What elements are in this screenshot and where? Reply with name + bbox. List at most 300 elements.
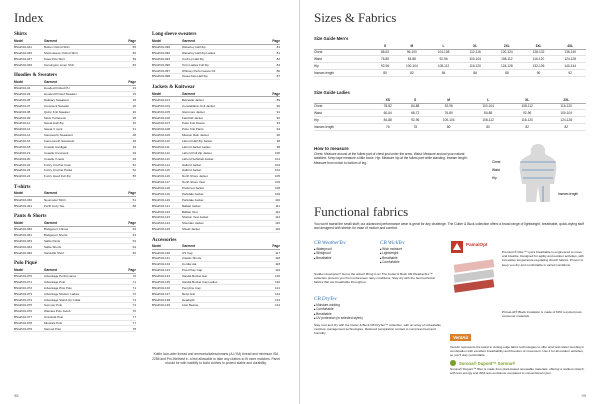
size-cell: 84 [428,69,460,76]
index-category-title: Jackets & Knitwear [152,84,195,90]
index-model: BStd/Cfd-097 [152,68,182,74]
index-category-title: Shirts [14,32,27,37]
index-model: BStd/Cfd-031 [14,203,44,209]
index-model: BStd/Cfd-09 [14,115,44,121]
index-page: 105 [266,173,280,179]
index-page: 28 [122,115,136,121]
cb-wicktec-feature [380,240,442,265]
size-cell: 132-136 [523,63,555,70]
index-model: BStd/Cfd-05 [14,97,44,103]
index-header-model: Model [14,267,44,273]
index-model: BStd/Cfd-122 [152,209,182,215]
index-garment: Nakkary Sweatsuit [44,97,122,103]
index-model: BStd/Cfd-078 [14,320,44,326]
size-cell: 92-96 [429,103,468,110]
size-cell: 100-104 [468,103,507,110]
fabric-layers-image [452,258,498,300]
index-header-page: Page [122,38,136,44]
index-row [152,73,280,79]
index-model: BStd/Cfd-074 [14,297,44,303]
index-category-title: Hoodies & Sweaters [14,73,58,79]
index-garment: Crewneck Sweater [44,103,122,109]
index-garment: Grandola Polo [44,314,122,320]
pamalopt-text: Premium® Rise™ Lycra breathable is engineered to move and breathe. Designed for agility and outdoor activities, with innovative temperature-regulating stretch fabrics. Proven to keep you dry and comfortable in varied conditions. [502,250,584,267]
index-page: 56 [122,50,136,56]
index-page: 93 [266,120,280,126]
index-header-page: Page [266,91,280,97]
cb-weathertec-name: CB WeatherTec [314,240,347,246]
index-model: BStd/Cfd-073 [14,291,44,297]
index-page: 59 [122,56,136,62]
index-page: 49 [122,150,136,156]
index-model: BStd/Cfd-066 [14,250,44,256]
drytec-item: ■ Breathable [314,312,442,316]
index-page: 55 [122,173,136,179]
size-cell: 78 [401,123,428,130]
size-row-label: Inseam length [314,123,374,130]
body-measurement-figure [490,140,586,204]
index-garment: Classic Shorts [182,256,266,262]
size-cell: 80 [429,123,468,130]
index-garment: Kameroneth Sweatsuit [44,138,122,144]
index-model: BStd/Cfd-134 [152,273,182,279]
size-row [314,103,586,110]
index-model: BStd/Cfd-030 [14,197,44,203]
index-category-title: Pants & Shorts [14,214,47,220]
index-garment: Sheridan Jacket [182,220,266,226]
size-header: M [396,43,428,50]
index-page: 122 [266,291,280,297]
index-garment: Shield Jacket [182,226,266,232]
size-cell: 76-80 [429,110,468,117]
size-cell: 84-88 [468,110,507,117]
index-model: BStd/Cfd-103 [152,103,182,109]
index-page: 115 [266,220,280,226]
index-garment: Hooded Knitted PU [44,85,122,91]
index-model: BStd/Cfd-063 [14,238,44,244]
wicktec-item: ■ Lightweight [380,251,442,255]
index-row [14,250,136,256]
size-header: 3XL [523,43,555,50]
index-page: 109 [266,191,280,197]
index-model: BStd/Cfd-106 [152,115,182,121]
index-garment: Neomodel Tshirt [44,197,122,203]
index-model: BStd/Cfd-01 [14,85,44,91]
ladies-size-table [314,97,586,131]
size-cell: 88 [491,69,523,76]
size-header: S [374,43,396,50]
index-header-garment: Garment [44,267,122,273]
size-cell: 78-82 [374,103,401,110]
index-page: 13 [122,85,136,91]
size-cell: 108-112 [428,63,460,70]
index-page: 64 [122,244,136,250]
index-garment: North Shore Vest [182,179,266,185]
size-row [314,123,586,130]
index-model: BStd/Cfd-16 [14,138,44,144]
size-cell: 82 [508,123,547,130]
index-garment: Mock Turtleneck [44,115,122,121]
size-cell: 84-88 [401,103,428,110]
index-model: BStd/Cfd-118 [152,185,182,191]
index-model: BStd/Cfd-064 [14,244,44,250]
index-row [14,203,136,209]
index-page: 87 [266,73,280,79]
size-cell: 116-120 [547,103,587,110]
size-row [314,69,586,76]
weathertec-item: ■ Waterproof [314,247,374,251]
size-cell: 92-96 [508,110,547,117]
index-garment: LaFord Full Zip Jacket [182,150,266,156]
index-header-model: Model [152,91,182,97]
index-model: BStd/Cfd-136 [152,285,182,291]
size-cell: 68-72 [401,110,428,117]
index-page: 20 [122,109,136,115]
index-model: BStd/Cfd-23 [14,167,44,173]
size-row-label: Chest [314,49,374,56]
size-cell: 82 [396,69,428,76]
index-page: 98 [266,144,280,150]
index-page: 110 [266,197,280,203]
index-garment: Waverley Half Zip Ladies [182,50,266,56]
size-cell: 76 [374,123,401,130]
sizes-page [300,0,600,404]
size-header: L [428,43,460,50]
index-model: BStd/Cfd-096 [152,62,182,68]
index-garment: Cordia Hat [182,261,266,267]
cb-weathertec-description [314,272,442,285]
index-model: BStd/Cfd-14 [14,132,44,138]
index-model: BStd/Cfd-110 [152,138,182,144]
index-garment: LaFord Softshell Jacket [182,156,266,162]
index-row [152,303,280,309]
index-garment: Sandville Short [44,250,122,256]
index-model: BStd/Cfd-092 [152,50,182,56]
index-model: BStd/Cfd-075 [14,302,44,308]
index-header-garment: Garment [44,191,122,197]
index-model: BStd/Cfd-11 [14,120,44,126]
size-cell: 88-92 [374,49,396,56]
index-page: 20 [122,103,136,109]
size-row [314,63,586,70]
ventair-badge: VentAir [450,334,471,341]
index-page: 103 [266,162,280,168]
drytec-item: ■ Moisture-wicking [314,303,442,307]
size-header: 2XL [547,97,587,104]
size-cell: 92 [554,69,586,76]
index-garment: Coastle Crewneck [44,150,122,156]
index-page: 86 [266,68,280,74]
index-model: BStd/Cfd-077 [14,314,44,320]
index-header-garment: Garment [182,91,266,97]
index-page: 60 [122,62,136,68]
cb-drytec-feature [314,296,442,335]
index-garment: Advantage Plus Polo [44,285,122,291]
index-model: BStd/Cfd-138 [152,297,182,303]
size-cell: 92-96 [428,56,460,63]
ladies-size-guide-title: Size Guide Ladies [314,90,350,95]
men-size-table [314,43,586,77]
index-model: BStd/Cfd-070 [14,273,44,279]
index-table [14,38,136,68]
index-garment: Bridgeport Shorts [44,232,122,238]
pamalopt-icon [450,240,464,254]
size-cell: 92-96 [401,117,428,124]
index-page: 55 [122,44,136,50]
size-row-label: Hip [314,63,374,70]
index-page: 41 [122,126,136,132]
index-page: 123 [266,297,280,303]
size-cell: 100-104 [429,117,468,124]
size-cell: 104-108 [428,49,460,56]
index-garment: LaFord Jacket Ladies [182,144,266,150]
size-cell: 116-120 [459,63,491,70]
index-garment: Kasa Polo Shirt [44,56,122,62]
weathertec-item: ■ Breathable [314,256,374,260]
size-row [314,110,586,117]
index-category-title: Accessories [152,237,177,243]
index-table [14,79,136,180]
cb-weathertec-feature [314,240,374,260]
index-garment: Shelton Vest Jacket [182,214,266,220]
sorona-icon [450,360,456,366]
index-garment: Summer Polo [44,302,122,308]
size-header: M [429,97,468,104]
index-garment: Percyline Cap [182,285,266,291]
index-category-title: Polo Piqué [14,261,37,266]
index-model: BStd/Cfd-114 [152,162,182,168]
index-garment: Mission Rain Jacket [182,132,266,138]
index-garment: Potto Knit Pants [182,126,266,132]
index-title: Index [14,10,44,25]
weathertec-item: ■ Windproof [314,251,374,255]
index-page: 111 [266,203,280,209]
size-cell: 92-96 [374,63,396,70]
size-cell: 100-104 [396,63,428,70]
functional-fabrics-title: Functional fabrics [314,204,409,219]
index-page: 68 [122,203,136,209]
drytec-text: Stay cool and dry with the Cutter & Buck CB DryTec™ collection, with an array of unbeatable moisture management technologies. Reduced perspiration contact to compress heat and humidity. [314,322,441,336]
index-garment: Samuel Polo [44,326,122,332]
functional-fabrics-intro: You won't sweat the small stuff; our advanced performance wear is great for any challenge. The Cutter & Buck collection offers a broad range of lightweight, breathable, quick-drying stuff and designed with stretch for ease of motion and comfort. [314,222,585,231]
index-table [14,267,136,332]
index-garment: Advantage Polo [44,279,122,285]
hip-label: Hip [492,176,497,180]
size-row [314,56,586,63]
index-garment: Fuzzy Crochet Coat [44,162,122,168]
index-page: 63 [122,232,136,238]
index-garment: Sable Pants [44,238,122,244]
index-header-model: Model [152,38,182,44]
size-cell: 120-124 [491,49,523,56]
size-row-label: Inseam length [314,69,374,76]
index-model: BStd/Cfd-130 [152,250,182,256]
size-header: L [468,97,507,104]
cb-wicktec-name: CB WickTec [380,240,406,246]
index-garment: Waverley Half Zip [182,44,266,50]
index-header-garment: Garment [44,38,122,44]
index-page: 94 [266,126,280,132]
index-page: 77 [122,320,136,326]
index-garment: Sandia Bucket Hat [182,273,266,279]
index-garment: Preferred Jacket [182,185,266,191]
index-model: BStd/Cfd-113 [152,156,182,162]
size-cell: 96-100 [396,49,428,56]
index-row [14,173,136,179]
size-header: XL [459,43,491,50]
weathertec-text: Sudden downpour? Get to the action! Bring it on! The Cutter & Buck CB WeatherTec™ collection protects you from unforeseen rainy conditions. Stay dry with the best technical fabrics that are breathable throughout. [314,272,435,285]
index-page: 91 [266,109,280,115]
index-page: 120 [266,273,280,279]
index-garment: Bezyl Hat [182,291,266,297]
index-header-garment: Garment [44,79,122,85]
index-page: 81 [266,50,280,56]
size-cell: 124-128 [547,117,587,124]
index-page: 70 [122,273,136,279]
index-column-left [14,32,136,332]
index-page: 92 [266,115,280,121]
size-header: XS [374,97,401,104]
size-row-label: Hip [314,117,374,124]
index-page: 90 [266,103,280,109]
index-header-page: Page [266,244,280,250]
index-model: BStd/Cfd-137 [152,291,182,297]
index-model: BStd/Cfd-109 [152,132,182,138]
index-page: 74 [122,302,136,308]
index-page: 52 [122,167,136,173]
index-page: 117 [266,250,280,256]
index-page: 72 [122,291,136,297]
index-model: BStd/Cfd-079 [14,326,44,332]
index-model: BStd/Cfd-071 [14,279,44,285]
index-page: 49 [122,156,136,162]
index-header-model: Model [14,220,44,226]
size-cell: 136-140 [554,49,586,56]
index-garment: Pixel Pixie Cap [182,267,266,273]
index-header-model: Model [14,38,44,44]
index-model: BStd/Cfd-19 [14,150,44,156]
index-page: 48 [122,138,136,144]
index-model: BStd/Cfd-094 [152,56,182,62]
index-header-model: Model [152,244,182,250]
index-header-page: Page [122,267,136,273]
index-page: 89 [266,97,280,103]
index-model: BStd/Cfd-120 [152,197,182,203]
size-header: 4XL [554,43,586,50]
index-model: BStd/Cfd-105 [152,109,182,115]
size-cell: 84-88 [396,56,428,63]
inseam-label: Inseam length [558,192,579,196]
index-garment: Torin Ladies Full Zip [182,62,266,68]
index-garment: LaFord Half Zip Jacket [182,138,266,144]
index-garment: Parkdale Jacket [182,197,266,203]
size-cell: 80 [374,69,396,76]
index-model: BStd/Cfd-108 [152,126,182,132]
index-page: 121 [266,285,280,291]
index-header-page: Page [122,79,136,85]
index-row [14,326,136,332]
index-page: 119 [266,267,280,273]
index-model: BStd/Cfd-072 [14,285,44,291]
sizes-title: Sizes & Fabrics [314,10,397,25]
index-garment: Belcastle Jacket [182,97,266,103]
size-cell: 84-88 [374,117,401,124]
size-cell: 124-128 [554,56,586,63]
page-number-left: 98 [14,393,19,398]
index-garment: Lilac Beanie [182,303,266,309]
index-garment: Perfit Cozy Tee [44,203,122,209]
index-garment: Constellation Knit Jacket [182,103,266,109]
page-number-right: 99 [581,393,586,398]
size-cell: 116-120 [523,56,555,63]
index-page: 101 [266,156,280,162]
index-model: BStd/Cfd-107 [152,120,182,126]
size-cell: 76-80 [374,56,396,63]
index-table [152,244,280,309]
index-garment: Kainsworth Sweatsuit [44,132,122,138]
chest-label: Chest [492,160,501,164]
index-model: BStd/Cfd-121 [152,203,182,209]
index-garment: Sable Shorts [44,244,122,250]
index-page: 73 [122,297,136,303]
index-page: 82 [266,56,280,62]
size-cell: 124-128 [491,63,523,70]
index-garment: Advantage Modern Ladies [44,291,122,297]
index-garment: Sweat V neck [44,126,122,132]
index-garment: Glenmore Jacket [182,109,266,115]
index-model: BStd/Cfd-115 [152,167,182,173]
size-row-label: Waist [314,110,374,117]
size-cell: 86 [459,69,491,76]
size-cell: 108-112 [508,103,547,110]
index-page: 116 [266,226,280,232]
drytec-item: ■ Comfortable [314,307,442,311]
index-model: BStd/Cfd-139 [152,303,182,309]
index-garment: Kensington Linen Shirt [44,62,122,68]
index-garment: Ballast Jacket [182,203,266,209]
index-garment: Parkdale Jacket [182,191,266,197]
index-page: 81 [266,44,280,50]
index-garment: Button Oxford Shirt [44,44,122,50]
index-page: 15 [122,91,136,97]
size-row-label: Chest [314,103,374,110]
index-garment: Coastle V-neck [44,156,122,162]
index-garment: Tessa Fast Half Zip [182,73,266,79]
index-page: 104 [266,167,280,173]
index-page: 96 [266,132,280,138]
index-garment: Short-sleeve Oxford Shirt [44,50,122,56]
index-page: 18 [122,97,136,103]
index-table [152,91,280,233]
waist-label: Waist [492,168,500,172]
size-cell: 80 [468,123,507,130]
index-page: 106 [266,179,280,185]
size-cell: 60-64 [374,110,401,117]
index-model: BStd/Cfd-098 [152,73,182,79]
how-to-measure-title: How to measure [314,146,349,151]
size-header: XL [508,97,547,104]
size-cell: 140-144 [554,63,586,70]
index-page: 108 [266,185,280,191]
cb-drytec-name: CB DryTec [314,296,338,302]
index-page: 112 [266,209,280,215]
index-page: 98 [266,138,280,144]
wicktec-item: ■ Comfortable [380,260,442,264]
body-silhouette [520,144,557,202]
index-model: BStd/Cfd-18 [14,144,44,150]
index-row [14,62,136,68]
index-table [14,191,136,209]
